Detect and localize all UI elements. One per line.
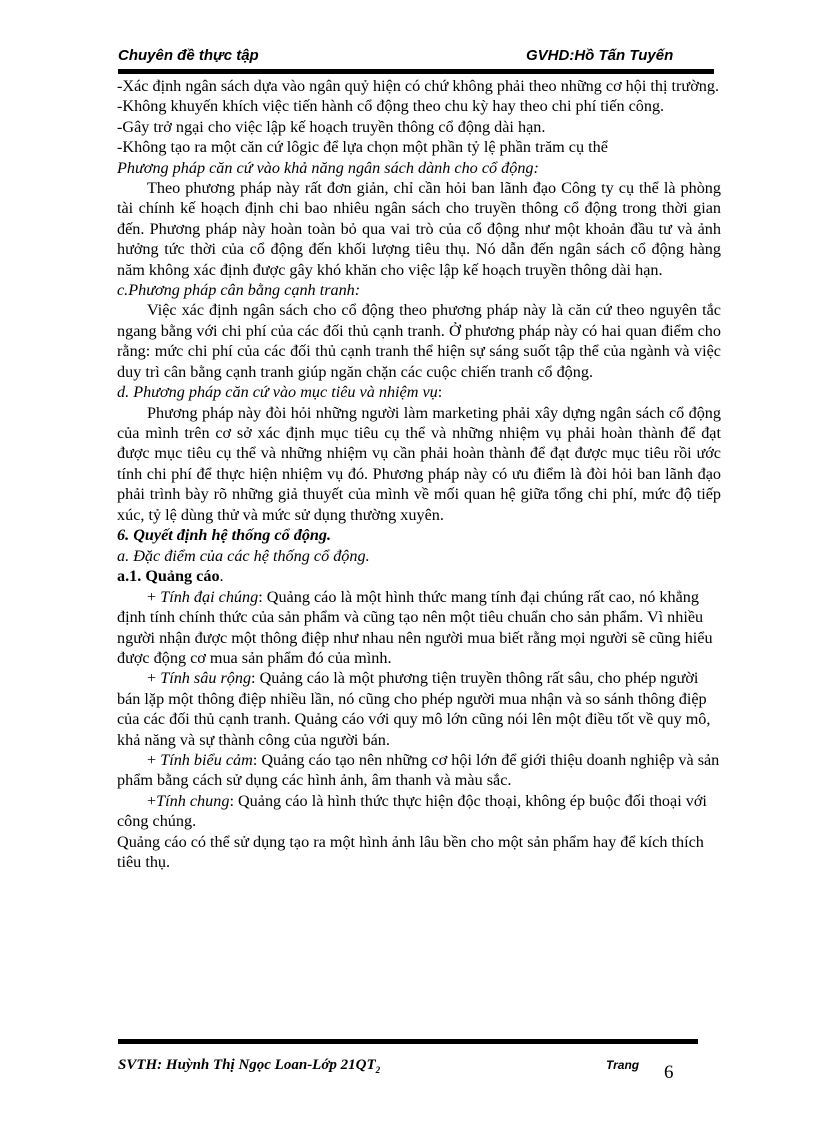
page-header xyxy=(118,47,712,69)
paragraph: -Gây trở ngại cho việc lập kế hoạch truyền thông cổ động dài hạn. xyxy=(117,117,546,136)
paragraph: Việc xác định ngân sách cho cổ động theo phương pháp này là căn cứ theo nguyên tắc ngang bằng với chi phí của các đối thủ cạnh tranh. Ở phương pháp này có hai quan điểm cho rằng: mức chi phí của các đối thủ cạnh tranh thể hiện sự sáng suốt tập thể của ngành và việc duy trì cân bằng cạnh tranh giúp ngăn chặn các cuộc chiến tranh cổ động. xyxy=(117,301,721,381)
section-heading xyxy=(117,382,721,402)
footer-student-sub: 2 xyxy=(375,1065,381,1075)
bullet-text: : Quảng cáo là hình thức thực hiện độc thoại, không ép buộc đối thoại với công chúng. xyxy=(117,791,707,831)
paragraph: -Xác định ngân sách dựa vào ngân quỷ hiện có chứ không phải theo những cơ hội thị trường. xyxy=(117,77,720,95)
bullet-paragraph xyxy=(117,750,721,791)
footer-page-label: Trang xyxy=(606,1058,640,1072)
paragraph: Phương pháp này đòi hỏi những người làm marketing phải xây dựng ngân sách cổ động của mình trên cơ sở xác định mục tiêu cụ thể và những nhiệm vụ phải hoàn thành để đạt được mục tiêu cụ thể và những nhiệm vụ cần phải hoàn thành để đạt được mục tiêu rồi ước tính chi phí để thực hiện nhiệm vụ đó. Phương pháp này có ưu điểm là đòi hỏi ban lãnh đạo phải trình bày rõ những giả thuyết của mình về mối quan hệ giữa tổng chi phí, mức độ tiếp xúc, tỷ lệ dùng thử và mức sử dụng thường xuyên. xyxy=(117,403,721,524)
document-body xyxy=(117,76,721,872)
heading-colon: : xyxy=(437,383,443,402)
header-advisor: GVHD:Hồ Tấn Tuyến xyxy=(526,47,674,64)
footer-rule xyxy=(118,1039,698,1044)
subsection-heading xyxy=(117,566,721,587)
header-course-title: Chuyên đề thực tập xyxy=(118,47,259,64)
footer-student xyxy=(118,1057,380,1075)
bullet-text: : Quảng cáo tạo nên những cơ hội lớn để giới thiệu doanh nghiệp và sản phẩm bằng cách sử dụng các hình ảnh, âm thanh và màu sắc. xyxy=(117,750,720,790)
bullet-text: : Quảng cáo là một hình thức mang tính đại chúng rất cao, nó khẳng định tính chính thức của sản phẩm và cũng tạo nên một tiêu chuẩn cho sản phẩm. Vì nhiều người nhận được một thông điệp như nhau nên người mua biết rằng mọi người sẽ cũng hiểu được động cơ mua sản phẩm đó của mình. xyxy=(117,587,713,667)
section-heading: Phương pháp căn cứ vào khả năng ngân sách dành cho cổ động: xyxy=(117,158,539,177)
bullet-paragraph xyxy=(117,668,721,750)
bullet-paragraph xyxy=(117,587,721,669)
bullet-marker: + xyxy=(147,750,161,769)
paragraph: Quảng cáo có thể sử dụng tạo ra một hình ảnh lâu bền cho một sản phẩm hay để kích thích tiêu thụ. xyxy=(117,832,704,871)
paragraph: Theo phương pháp này rất đơn giản, chỉ cần hỏi ban lãnh đạo Công ty cụ thể là phòng tài chính kế hoạch định chi bao nhiêu ngân sách cho truyền thông cổ động trong thời gian đến. Phương pháp này hoàn toàn bỏ qua vai trò của cổ động như một khoản đầu tư và ảnh hưởng tức thời của cổ động đến khối lượng tiêu thụ. Nó dẫn đến ngân sách cổ động hàng năm không xác định được gây khó khăn cho việc lập kế hoạch truyền thông dài hạn. xyxy=(117,179,721,279)
bullet-marker: + xyxy=(147,669,161,688)
bullet-text: : Quảng cáo là một phương tiện truyền thông rất sâu, cho phép người bán lặp một thông điệp nhiều lần, nó cũng cho phép người mua nhận và so sánh thông điệp của các đối thủ cạnh tranh. Quảng cáo với quy mô lớn cũng nói lên một điều tốt về quy mô, khả năng và sự thành công của người bán. xyxy=(117,669,711,749)
page-number: 6 xyxy=(664,1062,674,1083)
section-heading: c.Phương pháp cân bằng cạnh tranh: xyxy=(117,281,361,300)
paragraph: -Không tạo ra một căn cứ lôgic để lựa chọn một phần tỷ lệ phần trăm cụ thể xyxy=(117,138,608,157)
bullet-term: Tính sâu rộng xyxy=(160,669,252,688)
bullet-term: Tính chung xyxy=(156,791,230,810)
subsection-heading: a. Đặc điểm của các hệ thống cổ động. xyxy=(117,546,370,565)
bullet-marker: + xyxy=(147,791,157,810)
heading-text: d. Phương pháp căn cứ vào mục tiêu và nhiệm vụ xyxy=(117,383,438,402)
bullet-paragraph xyxy=(117,791,721,832)
heading-text: a.1. Quảng cáo xyxy=(117,567,220,586)
paragraph: -Không khuyến khích việc tiến hành cổ động theo chu kỳ hay theo chi phí tiến công. xyxy=(117,97,665,116)
header-rule xyxy=(118,69,714,74)
bullet-term: Tính biểu cảm xyxy=(160,750,253,769)
bullet-marker: + xyxy=(147,587,161,606)
section-heading: 6. Quyết định hệ thống cổ động. xyxy=(117,525,332,544)
heading-dot: . xyxy=(219,567,224,586)
bullet-term: Tính đại chúng xyxy=(160,587,259,606)
footer-student-text: SVTH: Huỳnh Thị Ngọc Loan-Lớp 21QT xyxy=(118,1057,376,1073)
